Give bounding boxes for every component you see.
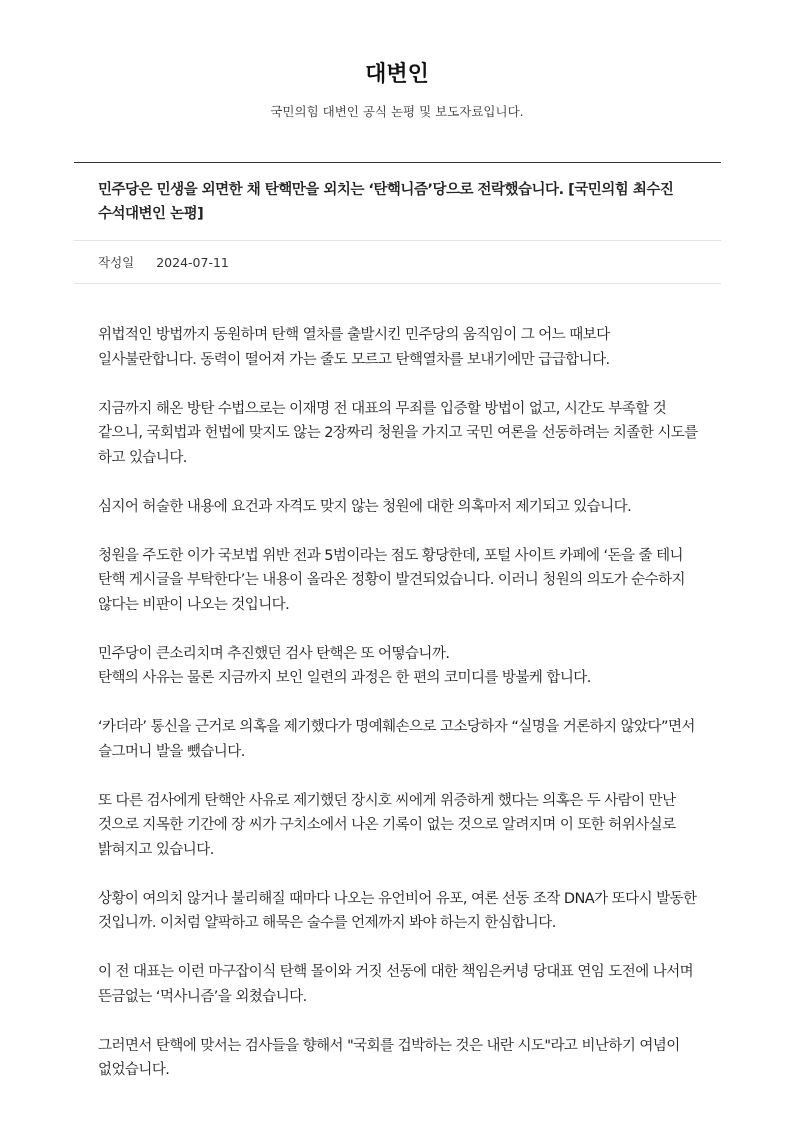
article-body	[98, 323, 700, 1107]
page-subtitle: 국민의힘 대변인 공식 논평 및 보도자료입니다.	[270, 104, 524, 119]
meta-divider	[74, 283, 721, 284]
page-title: 대변인	[365, 62, 429, 87]
body-paragraph: 이 전 대표는 이런 마구잡이식 탄핵 몰이와 거짓 선동에 대한 책임은커녕 당대표 연임 도전에 나서며 뜬금없는 ‘먹사니즘’을 외쳤습니다.	[98, 964, 694, 1005]
body-paragraph: 청원을 주도한 이가 국보법 위반 전과 5범이라는 점도 황당한데, 포털 사이트 카페에 ‘돈을 줄 테니 탄핵 게시글을 부탁한다’는 내용이 올라온 정황이 발견되었습니다. 이러니 청원의 의도가 순수하지 않다는 비판이 나오는 것입니다.	[98, 547, 685, 613]
post-meta	[98, 252, 229, 274]
body-paragraph: 민주당이 큰소리치며 추진했던 검사 탄핵은 또 어떻습니까. 탄핵의 사유는 물론 지금까지 보인 일련의 과정은 한 편의 코미디를 방불케 합니다.	[98, 645, 591, 686]
body-paragraph: 심지어 허술한 내용에 요건과 자격도 맞지 않는 청원에 대한 의혹마저 제기되고 있습니다.	[98, 498, 632, 515]
body-paragraph: ‘카더라’ 통신을 근거로 의혹을 제기했다가 명예훼손으로 고소당하자 “실명을 거론하지 않았다”면서 슬그머니 발을 뺐습니다.	[98, 719, 695, 760]
body-paragraph: 위법적인 방법까지 동원하며 탄핵 열차를 출발시킨 민주당의 움직임이 그 어느 때보다 일사불란합니다. 동력이 떨어져 가는 줄도 모르고 탄핵열차를 보내기에만 급급합니다.	[98, 327, 610, 368]
post-title: 민주당은 민생을 외면한 채 탄핵만을 외치는 ‘탄핵니즘’당으로 전락했습니다. [국민의힘 최수진 수석대변인 논평]	[98, 182, 674, 222]
body-paragraph: 상황이 여의치 않거나 불리해질 때마다 나오는 유언비어 유포, 여론 선동 조작 DNA가 또다시 발동한 것입니까. 이처럼 얄팍하고 해묵은 술수를 언제까지 봐야 하는지 한심합니다.	[98, 890, 697, 931]
title-divider	[74, 240, 721, 241]
post-date: 2024-07-11	[156, 255, 229, 270]
body-paragraph: 지금까지 해온 방탄 수법으로는 이재명 전 대표의 무죄를 입증할 방법이 없고, 시간도 부족할 것 같으니, 국회법과 헌법에 맞지도 않는 2장짜리 청원을 가지고 국민 여론을 선동하려는 치졸한 시도를 하고 있습니다.	[98, 400, 698, 466]
body-paragraph: 그러면서 탄핵에 맞서는 검사들을 향해서 "국회를 겁박하는 것은 내란 시도"라고 비난하기 여념이 없었습니다.	[98, 1037, 680, 1078]
body-paragraph: 또 다른 검사에게 탄핵안 사유로 제기했던 장시호 씨에게 위증하게 했다는 의혹은 두 사람이 만난 것으로 지목한 기간에 장 씨가 구치소에서 나온 기록이 없는 것으로 알려지며 이 또한 허위사실로 밝혀지고 있습니다.	[98, 792, 676, 858]
header-divider	[74, 162, 721, 163]
date-label: 작성일	[98, 255, 135, 270]
